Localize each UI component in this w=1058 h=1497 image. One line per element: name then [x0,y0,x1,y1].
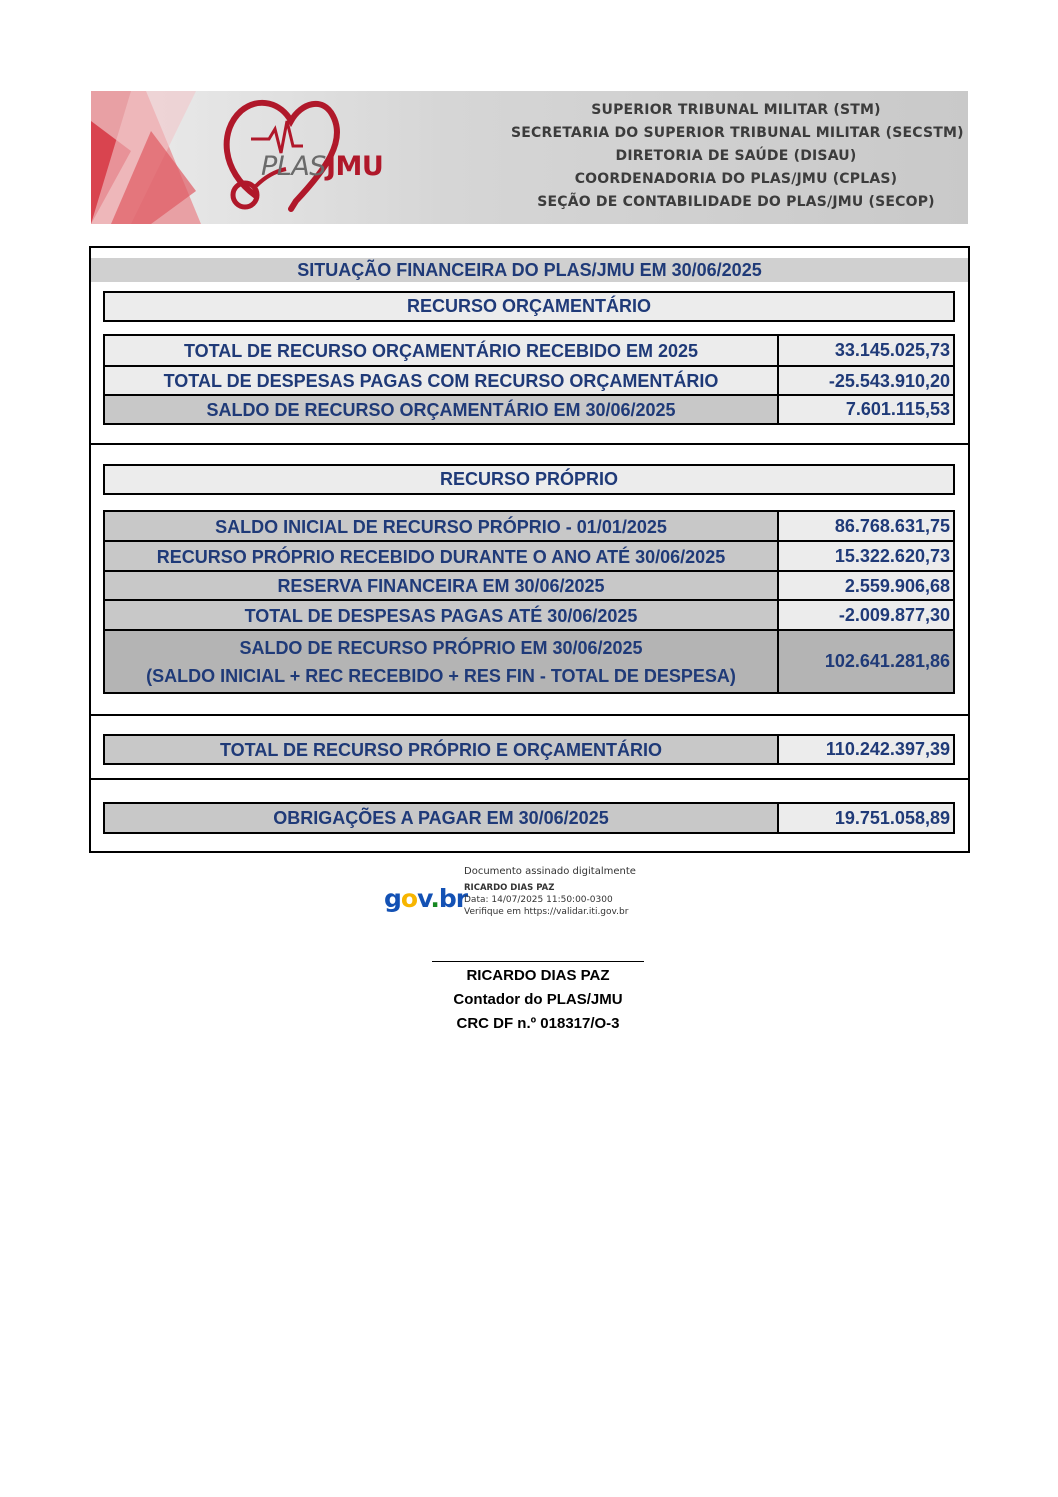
logo-wordmark: PLASJMU [261,151,384,182]
signature-line [432,961,644,962]
section-heading-proprio: RECURSO PRÓPRIO [103,464,955,495]
row-value: 7.601.115,53 [779,396,953,423]
table-row-total [103,394,955,425]
table-row-total [103,629,955,694]
row-value: 110.242.397,39 [779,736,953,763]
stamp-date: Data: 14/07/2025 11:50:00-0300 [464,895,613,905]
row-label: RECURSO PRÓPRIO RECEBIDO DURANTE O ANO ATÉ 30/06/2025 [105,542,779,571]
header-banner [91,91,968,224]
digital-signature-stamp [384,866,644,926]
row-value: 19.751.058,89 [779,804,953,832]
table-row [103,599,955,630]
institution-lines [511,99,964,214]
signer-name: RICARDO DIAS PAZ [466,967,610,984]
section-divider [91,714,968,716]
signer-role: Contador do PLAS/JMU [453,991,623,1008]
table-row [103,540,955,571]
table-row-grand-total [103,734,955,765]
row-label: SALDO DE RECURSO ORÇAMENTÁRIO EM 30/06/2025 [105,396,779,423]
header-line: SEÇÃO DE CONTABILIDADE DO PLAS/JMU (SECOP) [537,194,935,210]
row-value: 102.641.281,86 [824,651,950,671]
row-value: 33.145.025,73 [834,340,950,360]
row-label: RESERVA FINANCEIRA EM 30/06/2025 [105,572,779,600]
saldo-label-line2: (SALDO INICIAL + REC RECEBIDO + RES FIN - TOTAL DE DESPESA) [146,665,736,686]
row-label: TOTAL DE RECURSO ORÇAMENTÁRIO RECEBIDO EM 2025 [105,336,779,365]
saldo-label-line1: SALDO DE RECURSO PRÓPRIO EM 30/06/2025 [239,637,643,658]
section-heading-orcamentario: RECURSO ORÇAMENTÁRIO [103,291,955,322]
financial-report-frame [89,246,970,853]
signer-crc: CRC DF n.º 018317/O-3 [456,1015,620,1032]
stamp-text [464,866,636,918]
row-value: 86.768.631,75 [779,512,953,541]
row-label: SALDO INICIAL DE RECURSO PRÓPRIO - 01/01/2025 [105,512,779,541]
table-row [103,570,955,600]
stamp-verify: Verifique em https://validar.iti.gov.br [464,907,629,917]
row-value: -25.543.910,20 [828,370,950,391]
row-value: 15.322.620,73 [779,542,953,571]
section-divider [91,443,968,445]
table-row [103,510,955,541]
row-label [105,631,779,692]
row-label: OBRIGAÇÕES A PAGAR EM 30/06/2025 [105,804,779,832]
stamp-signer: RICARDO DIAS PAZ [464,883,555,893]
header-line: SUPERIOR TRIBUNAL MILITAR (STM) [591,102,881,118]
row-label: TOTAL DE DESPESAS PAGAS COM RECURSO ORÇAMENTÁRIO [105,367,779,395]
header-line: COORDENADORIA DO PLAS/JMU (CPLAS) [574,171,898,187]
header-line: DIRETORIA DE SAÚDE (DISAU) [615,148,857,164]
table-row [103,334,955,365]
stamp-line1: Documento assinado digitalmente [464,866,636,877]
header-line: SECRETARIA DO SUPERIOR TRIBUNAL MILITAR (SECSTM) [511,125,964,141]
table-row-obrigacoes [103,802,955,834]
govbr-logo: gov.br [384,884,468,913]
report-title: SITUAÇÃO FINANCEIRA DO PLAS/JMU EM 30/06/2025 [91,258,968,282]
row-value: 2.559.906,68 [779,572,953,600]
signature-block [420,964,656,1036]
row-label: TOTAL DE RECURSO PRÓPRIO E ORÇAMENTÁRIO [105,736,779,763]
section-divider [91,778,968,780]
row-value: -2.009.877,30 [779,601,953,630]
table-row [103,365,955,395]
row-label: TOTAL DE DESPESAS PAGAS ATÉ 30/06/2025 [105,601,779,630]
